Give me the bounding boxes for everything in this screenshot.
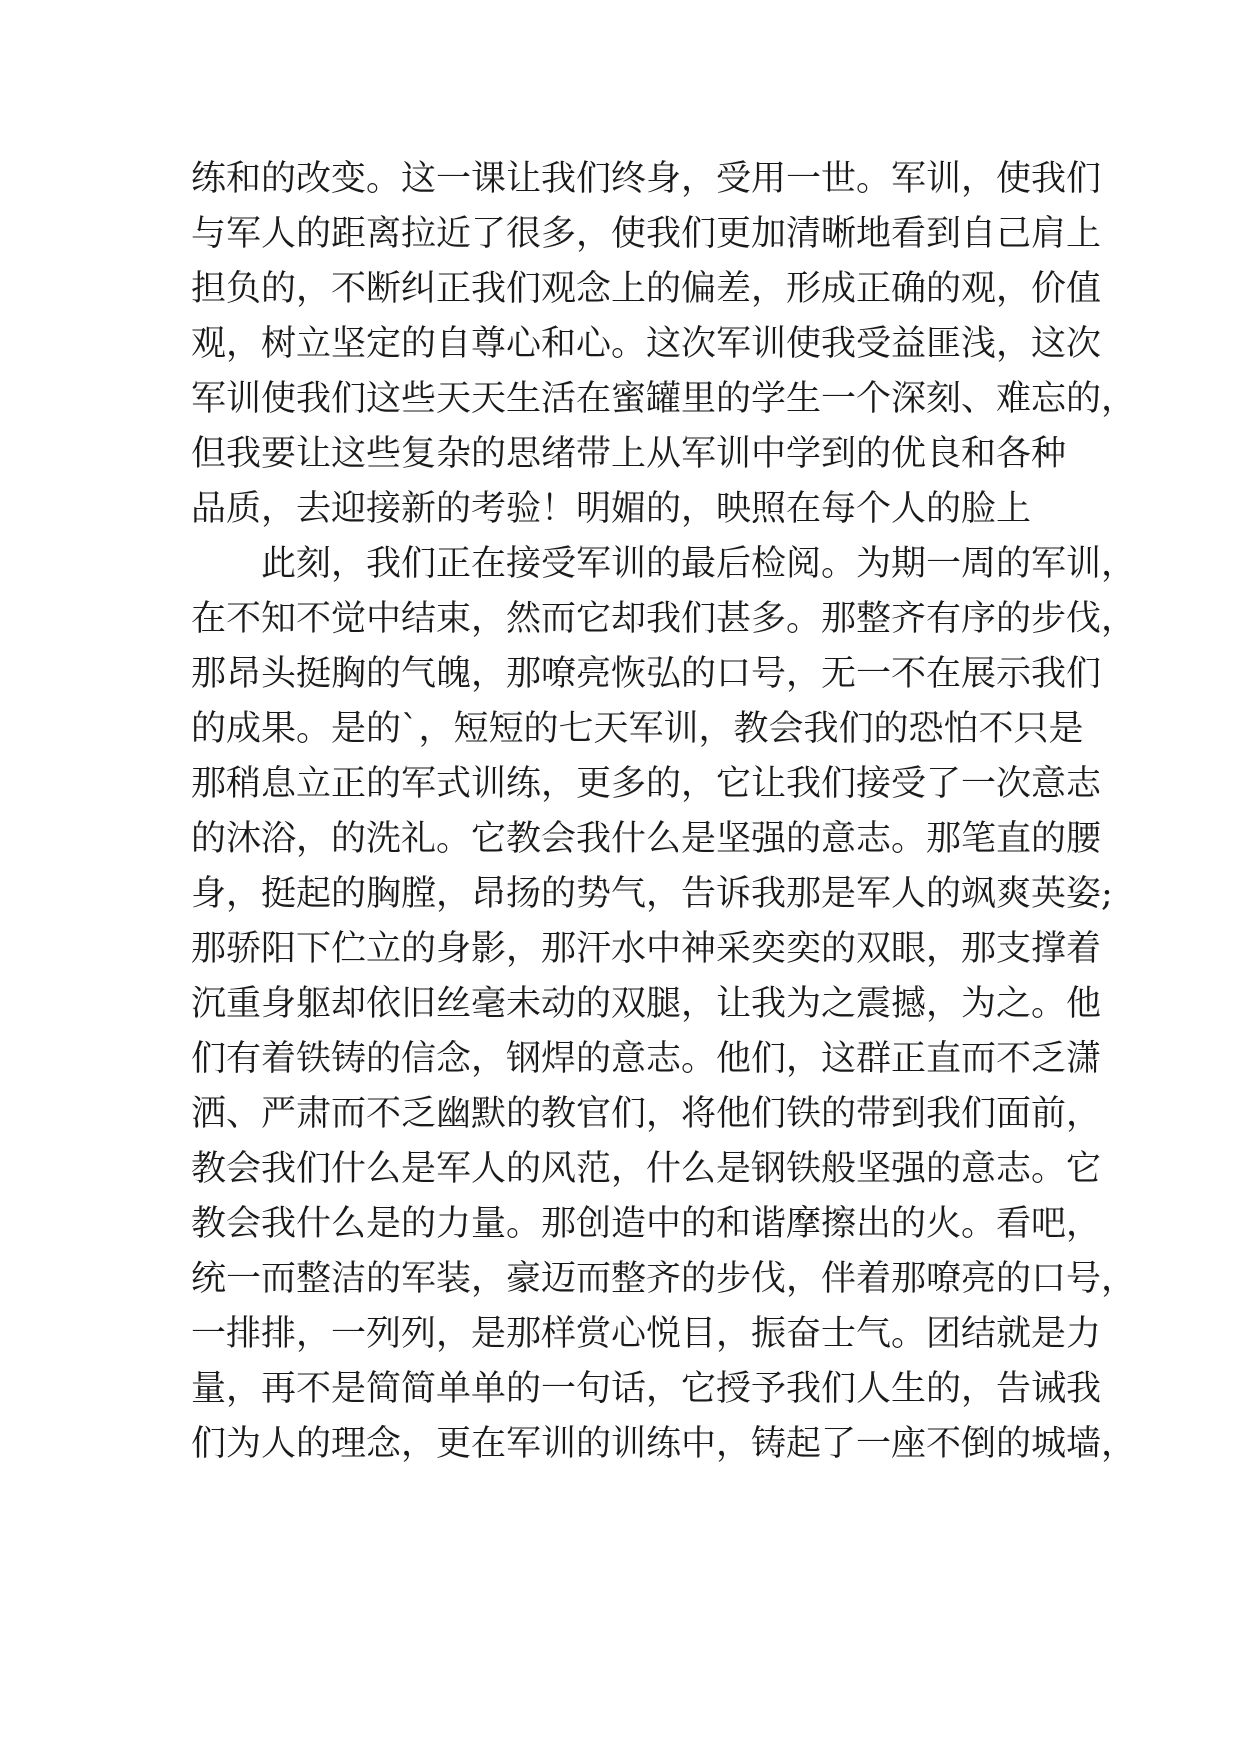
text-line: 们有着铁铸的信念，钢焊的意志。他们，这群正直而不乏潇 — [191, 1039, 1102, 1079]
text-line: 们为人的理念，更在军训的训练中，铸起了一座不倒的城墙， — [191, 1424, 1137, 1464]
body-text — [191, 152, 1137, 1472]
text-line: 观，树立坚定的自尊心和心。这次军训使我受益匪浅，这次 — [191, 324, 1102, 364]
text-line: 教会我什么是的力量。那创造中的和谐摩擦出的火。看吧， — [191, 1204, 1102, 1244]
text-line: 担负的，不断纠正我们观念上的偏差，形成正确的观，价值 — [191, 269, 1102, 309]
text-line: 教会我们什么是军人的风范，什么是钢铁般坚强的意志。它 — [191, 1149, 1102, 1189]
text-line: 但我要让这些复杂的思绪带上从军训中学到的优良和各种 — [191, 434, 1067, 474]
text-line: 此刻，我们正在接受军训的最后检阅。为期一周的军训， — [261, 544, 1137, 584]
text-line: 与军人的距离拉近了很多，使我们更加清晰地看到自己肩上 — [191, 214, 1102, 254]
text-line: 一排排，一列列，是那样赏心悦目，振奋士气。团结就是力 — [191, 1314, 1102, 1354]
paragraph-2 — [191, 537, 1137, 1472]
text-line: 军训使我们这些天天生活在蜜罐里的学生一个深刻、难忘的， — [191, 379, 1137, 419]
text-line: 沉重身躯却依旧丝毫未动的双腿，让我为之震撼，为之。他 — [191, 984, 1102, 1024]
text-line: 身，挺起的胸膛，昂扬的势气，告诉我那是军人的飒爽英姿; — [191, 874, 1113, 914]
paragraph-1 — [191, 152, 1137, 537]
text-line: 的成果。是的`，短短的七天军训，教会我们的恐怕不只是 — [191, 709, 1084, 749]
text-line: 那骄阳下伫立的身影，那汗水中神采奕奕的双眼，那支撑着 — [191, 929, 1102, 969]
text-line: 量，再不是简简单单的一句话，它授予我们人生的，告诫我 — [191, 1369, 1102, 1409]
text-line: 的沐浴，的洗礼。它教会我什么是坚强的意志。那笔直的腰 — [191, 819, 1102, 859]
text-line: 那昂头挺胸的气魄，那嘹亮恢弘的口号，无一不在展示我们 — [191, 654, 1102, 694]
text-line: 统一而整洁的军装，豪迈而整齐的步伐，伴着那嘹亮的口号， — [191, 1259, 1137, 1299]
text-line: 洒、严肃而不乏幽默的教官们，将他们铁的带到我们面前， — [191, 1094, 1102, 1134]
text-line: 练和的改变。这一课让我们终身，受用一世。军训，使我们 — [191, 159, 1102, 199]
text-line: 品质，去迎接新的考验！明媚的，映照在每个人的脸上 — [191, 489, 1032, 529]
text-line: 在不知不觉中结束，然而它却我们甚多。那整齐有序的步伐， — [191, 599, 1137, 639]
text-line: 那稍息立正的军式训练，更多的，它让我们接受了一次意志 — [191, 764, 1102, 804]
